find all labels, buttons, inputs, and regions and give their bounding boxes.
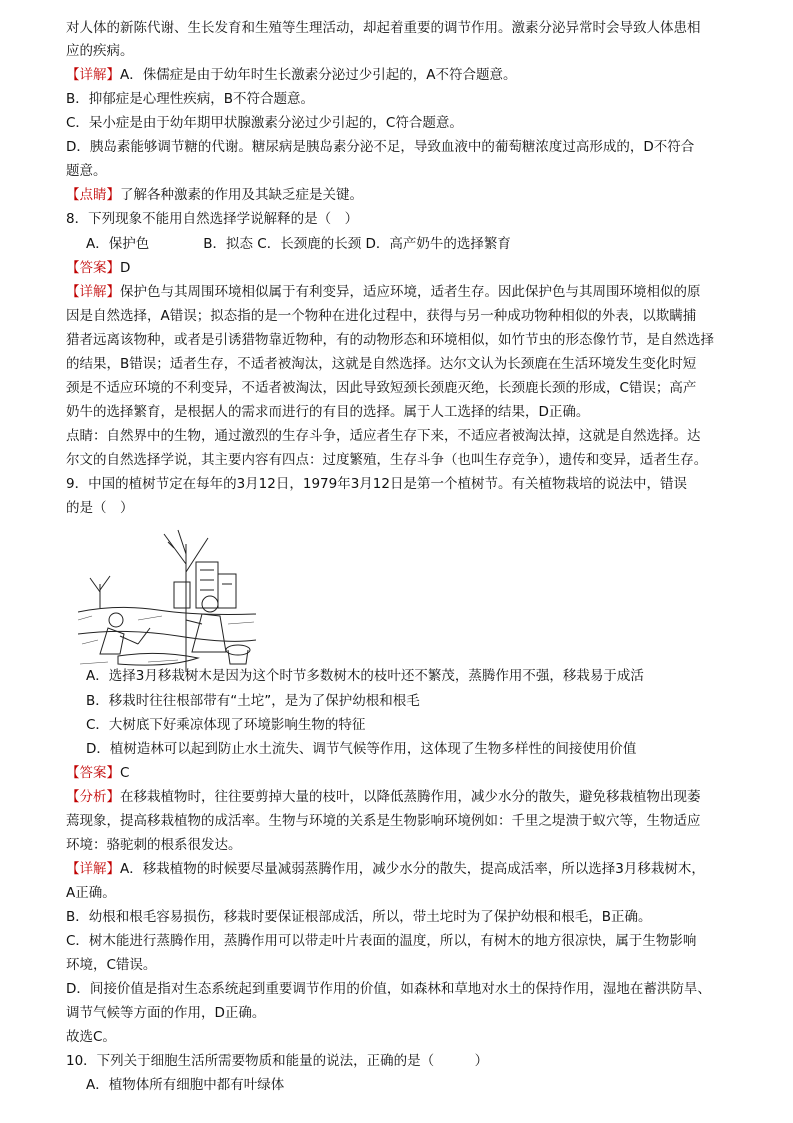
question-9-option-d: D．植树造林可以起到防止水土流失、调节气候等作用，这体现了生物多样性的间接使用价值 [86, 741, 637, 757]
text-line: D．间接价值是指对生态系统起到重要调节作用的价值，如森林和草地对水土的保持作用，湿地在蓄洪防旱、 [66, 981, 711, 997]
detail-tag: 【详解】 [66, 861, 120, 877]
text-line: 蔫现象，提高移栽植物的成活率。生物与环境的关系是生物影响环境例如：千里之堤溃于蚁穴等，生物适应 [66, 813, 701, 829]
text-line: 因是自然选择，A错误；拟态指的是一个物种在进化过程中，获得与另一种成功物种相似的外表，以欺瞒捕 [66, 308, 697, 324]
text-line: 颈是不适应环境的不利变异，不适者被淘汰，因此导致短颈长颈鹿灭绝，长颈鹿长颈的形成，C错误；高产 [66, 380, 697, 396]
question-8-stem: 8．下列现象不能用自然选择学说解释的是（ ） [66, 211, 359, 227]
text-line: D．胰岛素能够调节糖的代谢。糖尿病是胰岛素分泌不足，导致血液中的葡萄糖浓度过高形成的，D不符合 [66, 139, 695, 155]
analysis-tag: 【分析】 [66, 789, 120, 805]
question-10-stem: 10．下列关于细胞生活所需要物质和能量的说法，正确的是（ ） [66, 1053, 489, 1069]
detail-tag: 【详解】 [66, 67, 120, 83]
text-line: 【详解】A．侏儒症是由于幼年时生长激素分泌过少引起的，A不符合题意。 [66, 67, 517, 83]
text-line: 尔文的自然选择学说，其主要内容有四点：过度繁殖，生存斗争（也叫生存竞争），遗传和变异，适者生存。 [66, 452, 708, 468]
text-line: B．幼根和根毛容易损伤，移栽时要保证根部成活，所以，带土坨时为了保护幼根和根毛，B正确。 [66, 909, 652, 925]
text-line: 环境，C错误。 [66, 957, 157, 973]
comment-tag: 【点睛】 [66, 187, 120, 203]
text-line: 【答案】D [66, 260, 131, 276]
text-line: 的结果，B错误；适者生存，不适者被淘汰，这就是自然选择。达尔文认为长颈鹿在生活环境发生变化时短 [66, 356, 697, 372]
text-line: 环境：骆驼刺的根系很发达。 [66, 837, 242, 853]
question-10-option-a: A．植物体所有细胞中都有叶绿体 [86, 1077, 285, 1093]
tree-planting-illustration [78, 524, 256, 672]
question-8-options: A．保护色 B．拟态 C．长颈鹿的长颈 D．高产奶牛的选择繁育 [86, 236, 511, 252]
question-9-option-a: A．选择3月移栽树木是因为这个时节多数树木的枝叶还不繁茂，蒸腾作用不强，移栽易于成活 [86, 668, 644, 684]
question-9-option-b: B．移栽时往往根部带有“土坨”，是为了保护幼根和根毛 [86, 693, 420, 709]
text-line: 应的疾病。 [66, 43, 134, 59]
text-line: A正确。 [66, 885, 116, 901]
text-line: 【点睛】了解各种激素的作用及其缺乏症是关键。 [66, 187, 363, 203]
text-line: B．抑郁症是心理性疾病，B不符合题意。 [66, 91, 315, 107]
text-line: 题意。 [66, 163, 107, 179]
answer-tag: 【答案】 [66, 260, 120, 276]
text-line: 【详解】保护色与其周围环境相似属于有利变异，适应环境，适者生存。因此保护色与其周围环境相似的原 [66, 284, 701, 300]
question-9-option-c: C．大树底下好乘凉体现了环境影响生物的特征 [86, 717, 366, 733]
text-line: 对人体的新陈代谢、生长发育和生殖等生理活动，却起着重要的调节作用。激素分泌异常时会导致人体患相 [66, 20, 701, 36]
text-line: 奶牛的选择繁育，是根据人的需求而进行的有目的选择。属于人工选择的结果，D正确。 [66, 404, 590, 420]
text-line: 调节气候等方面的作用，D正确。 [66, 1005, 266, 1021]
text-line: 【答案】C [66, 765, 130, 781]
text-line: 【详解】A．移栽植物的时候要尽量减弱蒸腾作用，减少水分的散失，提高成活率，所以选择3月移栽树木， [66, 861, 705, 877]
text-line: 故选C。 [66, 1029, 116, 1045]
answer-tag: 【答案】 [66, 765, 120, 781]
text-line: 的是（ ） [66, 500, 134, 516]
text-line: C．树木能进行蒸腾作用，蒸腾作用可以带走叶片表面的温度，所以，有树木的地方很凉快，属于生物影响 [66, 933, 697, 949]
text-line: 【分析】在移栽植物时，往往要剪掉大量的枝叶，以降低蒸腾作用，减少水分的散失，避免移栽植物出现萎 [66, 789, 701, 805]
detail-tag: 【详解】 [66, 284, 120, 300]
question-9-stem: 9．中国的植树节定在每年的3月12日，1979年3月12日是第一个植树节。有关植物栽培的说法中，错误 [66, 476, 687, 492]
text-line: 点睛：自然界中的生物，通过激烈的生存斗争，适应者生存下来，不适应者被淘汰掉，这就是自然选择。达 [66, 428, 701, 444]
text-line: 猎者远离该物种，或者是引诱猎物靠近物种，有的动物形态和环境相似，如竹节虫的形态像竹节，是自然选择 [66, 332, 714, 348]
text-line: C．呆小症是由于幼年期甲状腺激素分泌过少引起的，C符合题意。 [66, 115, 463, 131]
